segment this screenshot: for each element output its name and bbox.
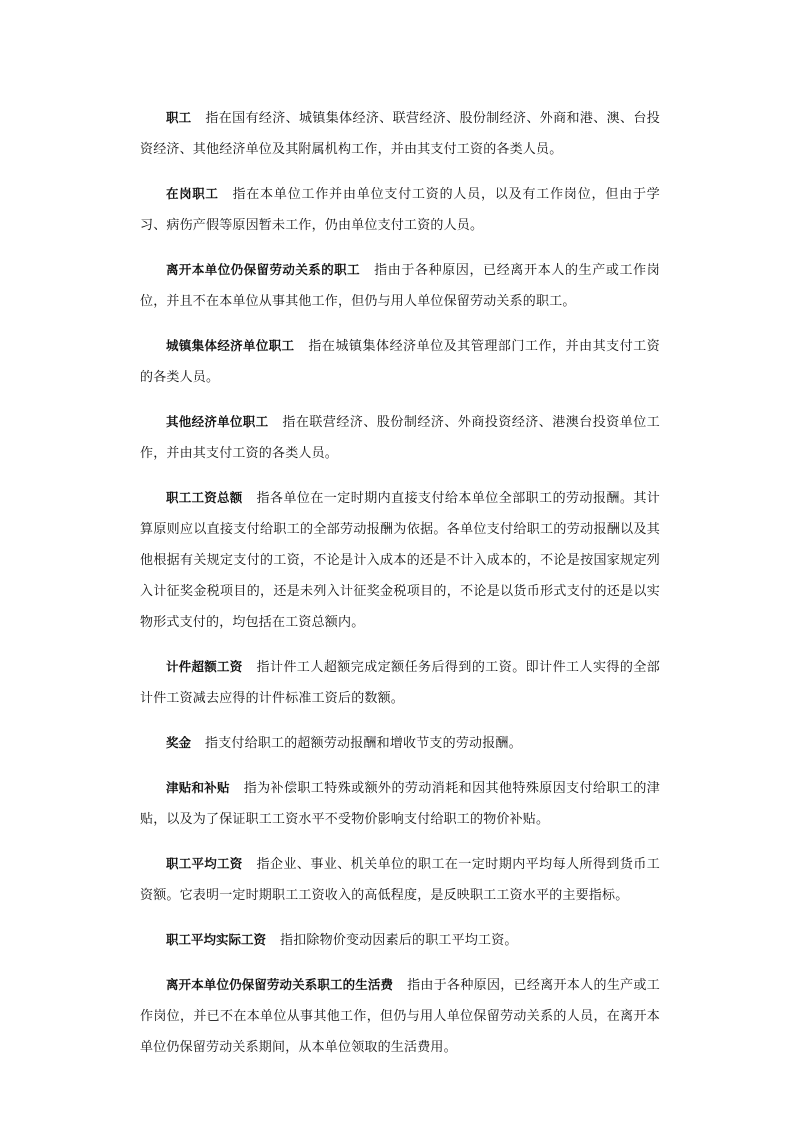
entry-term: 离开本单位仍保留劳动关系的职工	[166, 262, 361, 277]
glossary-entry	[140, 772, 660, 835]
entry-definition: 指扣除物价变动因素后的职工平均工资。	[280, 933, 518, 948]
entry-term: 在岗职工	[166, 186, 219, 201]
glossary-entry	[140, 406, 660, 469]
entry-definition: 指由于各种原因，已经离开本人的生产或工作岗位，并已不在本单位从事其他工作，但仍与用人单位保留劳动关系的人员，在离开本单位仍保留劳动关系期间，从本单位领取的生活费用。	[140, 978, 660, 1055]
entry-definition: 指在联营经济、股份制经济、外商投资经济、港澳台投资单位工作，并由其支付工资的各类人员。	[140, 415, 660, 461]
entry-definition: 指由于各种原因，已经离开本人的生产或工作岗位，并且不在本单位从事其他工作，但仍与用人单位保留劳动关系的职工。	[140, 263, 660, 309]
entry-definition: 指在城镇集体经济单位及其管理部门工作，并由其支付工资的各类人员。	[140, 339, 660, 385]
entry-definition: 指在国有经济、城镇集体经济、联营经济、股份制经济、外商和港、澳、台投资经济、其他经济单位及其附属机构工作，并由其支付工资的各类人员。	[140, 111, 660, 157]
entry-definition: 指支付给职工的超额劳动报酬和增收节支的劳动报酬。	[205, 736, 522, 751]
glossary-entry	[140, 924, 660, 956]
glossary-entry	[140, 969, 660, 1063]
entry-definition: 指各单位在一定时期内直接支付给本单位全部职工的劳动报酬。其计算原则应以直接支付给职工的全部劳动报酬为依据。各单位支付给职工的劳动报酬以及其他根据有关规定支付的工资，不论是计入成本的还是不计入成本的，不论是按国家规定列入计征奖金税项目的，还是未列入计征奖金税项目的，不论是以货币形式支付的还是以实物形式支付的，均包括在工资总额内。	[140, 491, 660, 630]
entry-term: 其他经济单位职工	[166, 414, 269, 429]
glossary-entry	[140, 848, 660, 911]
entry-definition: 指计件工人超额完成定额任务后得到的工资。即计件工人实得的全部计件工资减去应得的计件标准工资后的数额。	[140, 660, 660, 706]
entry-definition: 指为补偿职工特殊或额外的劳动消耗和因其他特殊原因支付给职工的津贴，以及为了保证职工工资水平不受物价影响支付给职工的物价补贴。	[140, 781, 660, 827]
entry-term: 职工	[166, 110, 192, 125]
entry-term: 城镇集体经济单位职工	[166, 338, 295, 353]
entry-term: 计件超额工资	[166, 659, 243, 674]
glossary-entry	[140, 482, 660, 638]
entry-term: 离开本单位仍保留劳动关系职工的生活费	[166, 977, 394, 992]
entry-term: 职工平均工资	[166, 856, 243, 871]
entry-definition: 指在本单位工作并由单位支付工资的人员，以及有工作岗位，但由于学习、病伤产假等原因暂未工作，仍由单位支付工资的人员。	[140, 187, 660, 233]
entry-term: 奖金	[166, 735, 192, 750]
glossary-entry	[140, 254, 660, 317]
entry-term: 职工平均实际工资	[166, 932, 267, 947]
glossary-entry	[140, 102, 660, 165]
glossary	[140, 102, 660, 1076]
glossary-entry	[140, 727, 660, 759]
entry-term: 津贴和补贴	[166, 780, 230, 795]
glossary-entry	[140, 651, 660, 714]
glossary-entry	[140, 178, 660, 241]
glossary-entry	[140, 330, 660, 393]
entry-term: 职工工资总额	[166, 490, 243, 505]
entry-definition: 指企业、事业、机关单位的职工在一定时期内平均每人所得到货币工资额。它表明一定时期职工工资收入的高低程度，是反映职工工资水平的主要指标。	[140, 857, 660, 903]
